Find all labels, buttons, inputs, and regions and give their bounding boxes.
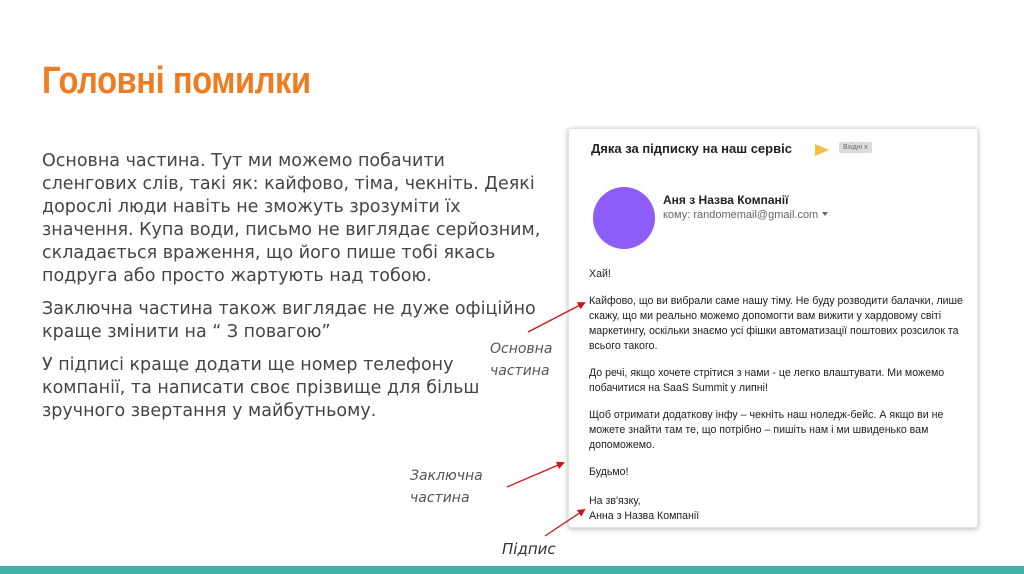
- arrow-closing-part: [507, 463, 563, 487]
- recipient-text: кому: randomemail@gmail.com: [663, 209, 819, 221]
- annotation-main-part: [490, 338, 552, 382]
- email-paragraph-3: Щоб отримати додаткову інфу – чекніть наш ноледж-бейс. А якщо ви не можете знайти там те, що потрібно – пишіть нам і ми швиденько вам допоможемо.: [589, 409, 944, 451]
- email-paragraph-1: Кайфово, що ви вибрали саме нашу тіму. Не буду розводити балачки, лише скажу, що ми реально можемо допомогти вам вижити у хардовому світі маркетингу, оскільки знаємо усі фішки автоматизації поштових розсилок та всього такого.: [589, 295, 963, 352]
- email-subject: Дяка за підписку на наш сервіс: [591, 141, 792, 156]
- annotation-signature: Підпис: [502, 540, 556, 558]
- email-greeting: Хай!: [589, 268, 611, 280]
- annotation-main-line-1: Основна: [490, 341, 553, 357]
- annotation-closing-line-1: Заключна: [410, 468, 483, 484]
- annotation-closing-line-2: частина: [410, 490, 470, 506]
- paragraph-signature: У підписі краще додати ще номер телефону компанії, та написати своє прізвище для більш зручного звертання у майбутньому.: [42, 355, 480, 421]
- bottom-accent-bar: [0, 566, 1024, 574]
- arrow-main-part: [528, 303, 584, 332]
- inbox-badge: Вхідні x: [839, 142, 872, 153]
- arrow-signature: [545, 510, 584, 536]
- signature-line-2: Анна з Назва Компанії: [589, 510, 700, 522]
- sender-name: Аня з Назва Компанії: [663, 193, 789, 207]
- annotation-main-line-2: частина: [490, 363, 550, 379]
- paragraph-main-part: Основна частина. Тут ми можемо побачити сленгових слів, такі як: кайфово, тіма, чекніть. Деякі дорослі люди навіть не зможуть зрозуміти їх значення. Купа води, письмо не виглядає серйозним, складається враження, що його пише тобі якась подруга або просто жартують над тобою.: [42, 151, 541, 286]
- annotation-closing-part: [410, 465, 483, 509]
- paragraph-closing-part: Заключна частина також виглядає не дуже офіційно краще змінити на “ З повагою”: [42, 299, 536, 342]
- email-closing: Будьмо!: [589, 466, 629, 478]
- slide-title: Головні помилки: [42, 60, 311, 102]
- email-paragraph-2: До речі, якщо хочете стрітися з нами - це легко влаштувати. Ми можемо побачитися на SaaS Summit у липні!: [589, 367, 945, 394]
- signature-line-1: На зв'язку,: [589, 495, 641, 507]
